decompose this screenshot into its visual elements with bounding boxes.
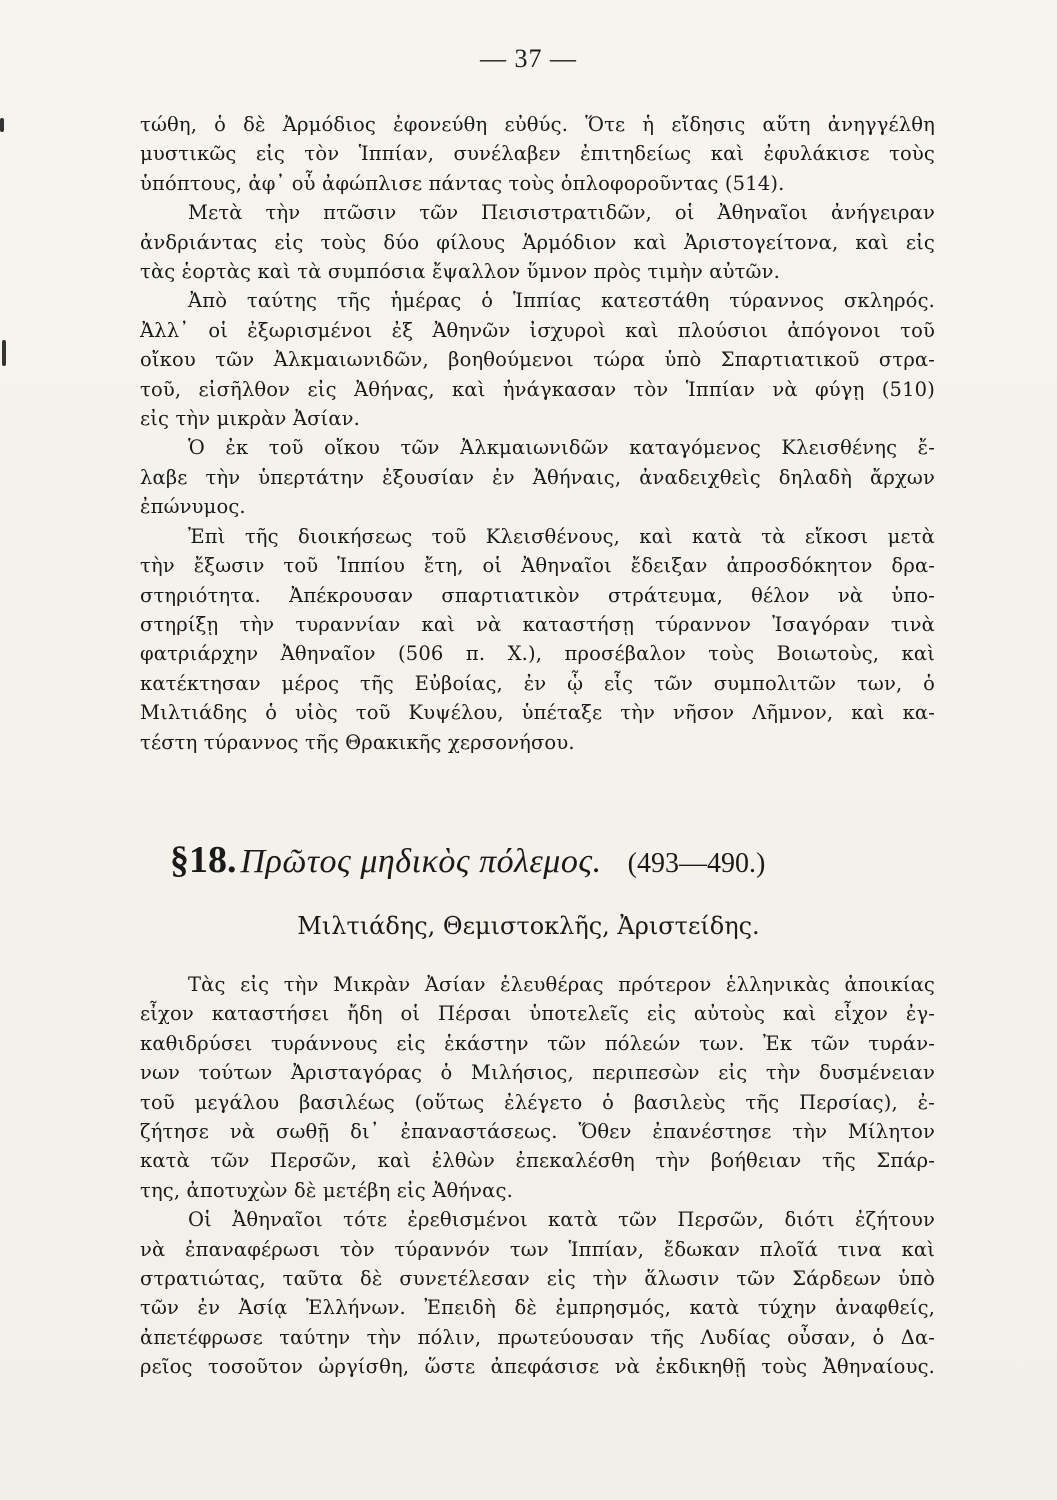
text-line: κατέκτησαν μέρος τῆς Εὐβοίας, ἐν ᾧ εἷς τῶν συμπολιτῶν των, ὁ [140,671,935,695]
margin-mark [0,118,4,132]
text-line: Τὰς εἰς τὴν Μικρὰν Ἀσίαν ἐλευθέρας πρότερον ἑλληνικὰς ἀποικίας [188,973,935,996]
section-heading [170,838,930,882]
text-line: τοῦ μεγάλου βασιλέως (οὕτως ἐλέγετο ὁ βασιλεὺς τῆς Περσίας), ἐ- [140,1090,935,1114]
text-line: τέστη τύραννος τῆς Θρακικῆς χερσονήσου. [140,730,575,754]
text-line: στηρίξῃ τὴν τυραννίαν καὶ νὰ καταστήσῃ τύραννον Ἰσαγόραν τινὰ [140,612,935,636]
text-line: τὰς ἑορτὰς καὶ τὰ συμπόσια ἔψαλλον ὕμνον πρὸς τιμὴν αὐτῶν. [140,260,780,284]
section-number: 18. [189,839,237,881]
text-line: Ἀλλ᾽ οἱ ἐξωρισμένοι ἐξ Ἀθηνῶν ἰσχυροὶ καὶ πλούσιοι ἀπόγονοι τοῦ [140,318,935,342]
text-line: εἰς τὴν μικρὰν Ἀσίαν. [140,407,360,431]
text-line: Οἱ Ἀθηναῖοι τότε ἐρεθισμένοι κατὰ τῶν Περσῶν, διότι ἐζήτουν [188,1208,935,1232]
text-line: τῶν ἐν Ἀσίᾳ Ἑλλήνων. Ἐπειδὴ δὲ ἐμπρησμός, κατὰ τύχην ἀναφθείς, [140,1296,935,1320]
text-line: νὰ ἐπαναφέρωσι τὸν τύραννόν των Ἱππίαν, ἔδωκαν πλοῖά τινα καὶ [140,1237,935,1261]
margin-mark [2,340,6,366]
section-subtitle: Μιλτιάδης, Θεμιστοκλῆς, Ἀριστείδης. [297,912,760,940]
section-symbol: § [170,839,189,881]
text-line: στρατιώτας, ταῦτα δὲ συνετέλεσαν εἰς τὴν ἅλωσιν τῶν Σάρδεων ὑπὸ [140,1267,935,1291]
text-line: της, ἀποτυχὼν δὲ μετέβη εἰς Ἀθήνας. [140,1178,513,1202]
page-number: — 37 — [480,44,577,73]
section-dates: (493—490.) [627,848,766,879]
text-line: στηριότητα. Ἀπέκρουσαν σπαρτιατικὸν στράτευμα, θέλον νὰ ὑπο- [140,583,935,607]
text-line: νων τούτων Ἀρισταγόρας ὁ Μιλήσιος, περιπεσὼν εἰς τὴν δυσμένειαν [140,1061,935,1085]
text-line: λαβε τὴν ὑπερτάτην ἐξουσίαν ἐν Ἀθήναις, ἀναδειχθεὶς δηλαδὴ ἄρχων [140,465,935,489]
text-line: Ὁ ἐκ τοῦ οἴκου τῶν Ἀλκμαιωνιδῶν καταγόμενος Κλεισθένης ἔ- [188,436,935,460]
text-line: μυστικῶς εἰς τὸν Ἱππίαν, συνέλαβεν ἐπιτηδείως καὶ ἐφυλάκισε τοὺς [140,142,935,166]
text-line: ζήτησε νὰ σωθῇ δι᾽ ἐπαναστάσεως. Ὅθεν ἐπανέστησε τὴν Μίλητον [140,1120,935,1144]
text-line: Ἐπὶ τῆς διοικήσεως τοῦ Κλεισθένους, καὶ κατὰ τὰ εἴκοσι μετὰ [188,524,935,548]
text-block-upper [140,110,935,757]
text-line: φατριάρχην Ἀθηναῖον (506 π. Χ.), προσέβαλον τοὺς Βοιωτοὺς, καὶ [140,642,935,666]
text-line: τοῦ, εἰσῆλθον εἰς Ἀθήνας, καὶ ἠνάγκασαν τὸν Ἱππίαν νὰ φύγῃ (510) [140,377,935,401]
text-line: ἀνδριάντας εἰς τοὺς δύο φίλους Ἁρμόδιον καὶ Ἀριστογείτονα, καὶ εἰς [140,230,935,254]
text-line: Ἀπὸ ταύτης τῆς ἡμέρας ὁ Ἱππίας κατεστάθη τύραννος σκληρός. [188,289,935,313]
text-line: εἶχον καταστήσει ἤδη οἱ Πέρσαι ὑποτελεῖς εἰς αὐτοὺς καὶ εἶχον ἐγ- [140,1002,935,1026]
text-line: τώθη, ὁ δὲ Ἀρμόδιος ἐφονεύθη εὐθύς. Ὅτε ἡ εἴδησις αὕτη ἀνηγγέλθη [140,113,935,136]
section-title: Πρῶτος μηδικὸς πόλεμος. [240,843,602,880]
text-block-lower [140,970,935,1382]
text-line: καθιδρύσει τυράννους εἰς ἑκάστην τῶν πόλεών των. Ἐκ τῶν τυράν- [140,1031,935,1055]
text-line: κατὰ τῶν Περσῶν, καὶ ἐλθὼν ἐπεκαλέσθη τὴν βοήθειαν τῆς Σπάρ- [140,1149,935,1173]
text-line: ὑπόπτους, ἀφ᾽ οὗ ἀφώπλισε πάντας τοὺς ὁπλοφοροῦντας (514). [140,171,785,195]
text-line: ἐπώνυμος. [140,495,246,519]
text-line: ἀπετέφρωσε ταύτην τὴν πόλιν, πρωτεύουσαν τῆς Λυδίας οὖσαν, ὁ Δα- [140,1325,935,1349]
text-line: Μιλτιάδης ὁ υἱὸς τοῦ Κυψέλου, ὑπέταξε τὴν νῆσον Λῆμνον, καὶ κα- [140,701,935,725]
text-line: Μετὰ τὴν πτῶσιν τῶν Πεισιστρατιδῶν, οἱ Ἀθηναῖοι ἀνήγειραν [188,201,935,225]
text-line: τὴν ἔξωσιν τοῦ Ἱππίου ἔτη, οἱ Ἀθηναῖοι ἔδειξαν ἀπροσδόκητον δρα- [140,554,935,578]
text-line: ρεῖος τοσοῦτον ὠργίσθη, ὥστε ἀπεφάσισε νὰ ἐκδικηθῇ τοὺς Ἀθηναίους. [140,1355,935,1379]
text-line: οἴκου τῶν Ἀλκμαιωνιδῶν, βοηθούμενοι τώρα ὑπὸ Σπαρτιατικοῦ στρα- [140,348,935,372]
